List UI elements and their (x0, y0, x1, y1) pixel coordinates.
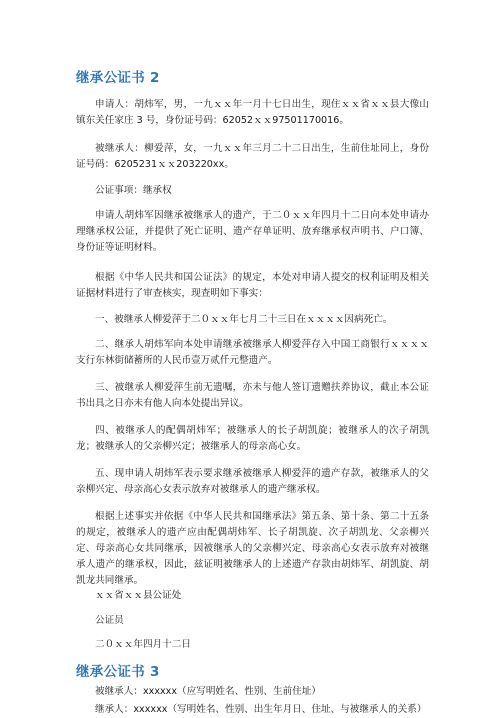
section-heading-2: 继承公证书 2 (76, 70, 160, 86)
applicant-paragraph: 申请人：胡炜军，男，一九ｘｘ年一月十七日出生，现住ｘｘ省ｘｘ县大像山镇东关任家庄 3 号，身份证号码：62052ｘｘ97501170016。 (76, 99, 429, 126)
notary-office-line: ｘｘ省ｘｘ县公证处 (95, 590, 182, 601)
decedent-paragraph: 被继承人：柳爱萍，女，一九ｘｘ年三月二十二日出生，生前住址同上，身份证号码：6205231ｘｘ203220xx。 (76, 143, 429, 170)
application-paragraph: 申请人胡炜军因继承被继承人的遗产，于二０ｘｘ年四月十二日向本处申请办理继承权公证，并提供了死亡证明、遗产存单证明、放弃继承权声明书、户口簿、身份证等证明材料。 (76, 210, 429, 253)
fact-2-paragraph: 二、继承人胡炜军向本处申请继承被继承人柳爱萍存入中国工商银行ｘｘｘｘ支行东林街储蓄所的人民币壹万贰仟元整遗产。 (76, 339, 429, 366)
verification-paragraph: 根据《中华人民共和国公证法》的规定，本处对申请人提交的权利证明及相关证据材料进行了审查核实，现查明如下事实： (76, 272, 429, 299)
fact-3-paragraph: 三、被继承人柳爱萍生前无遗嘱，亦未与他人签订遗赠扶养协议，截止本公证书出具之日亦未有他人向本处提出异议。 (76, 382, 429, 409)
notary-matter-paragraph: 公证事项：继承权 (95, 185, 172, 196)
fact-4-paragraph: 四、被继承人的配偶胡炜军；被继承人的长子胡凯旋；被继承人的次子胡凯龙；被继承人的父亲柳兴定；被继承人的母亲高心女。 (76, 425, 429, 452)
fact-1-paragraph: 一、被继承人柳爱萍于二０ｘｘ年七月二十三日在ｘｘｘｘ因病死亡。 (95, 314, 393, 325)
section-heading-3: 继承公证书 3 (76, 664, 160, 680)
conclusion-paragraph: 根据上述事实并依据《中华人民共和国继承法》第五条、第十条、第二十五条的规定，被继承人的遗产应由配偶胡炜军、长子胡凯旋、次子胡凯龙、父亲柳兴定、母亲高心女共同继承，因被继承人的父亲柳兴定、母亲高心女表示放弃对被继承人遗产的继承权，因此，兹证明被继承人的上述遗产存款由胡炜军、胡凯旋、胡凯龙共同继承。 (76, 511, 429, 586)
notary-officer-line: 公证员 (95, 615, 124, 626)
decedent-template-line: 被继承人：xxxxxx（应写明姓名、性别、生前住址） (95, 686, 321, 697)
fact-5-paragraph: 五、现申请人胡炜军表示要求继承被继承人柳爱萍的遗产存款，被继承人的父亲柳兴定、母亲高心女表示放弃对被继承人的遗产继承权。 (76, 468, 429, 495)
date-line: 二０ｘｘ年四月十二日 (95, 639, 191, 650)
heir-template-line: 继承人：xxxxxx（写明姓名、性别、出生年月日、住址、与被继承人的关系） (95, 704, 427, 715)
